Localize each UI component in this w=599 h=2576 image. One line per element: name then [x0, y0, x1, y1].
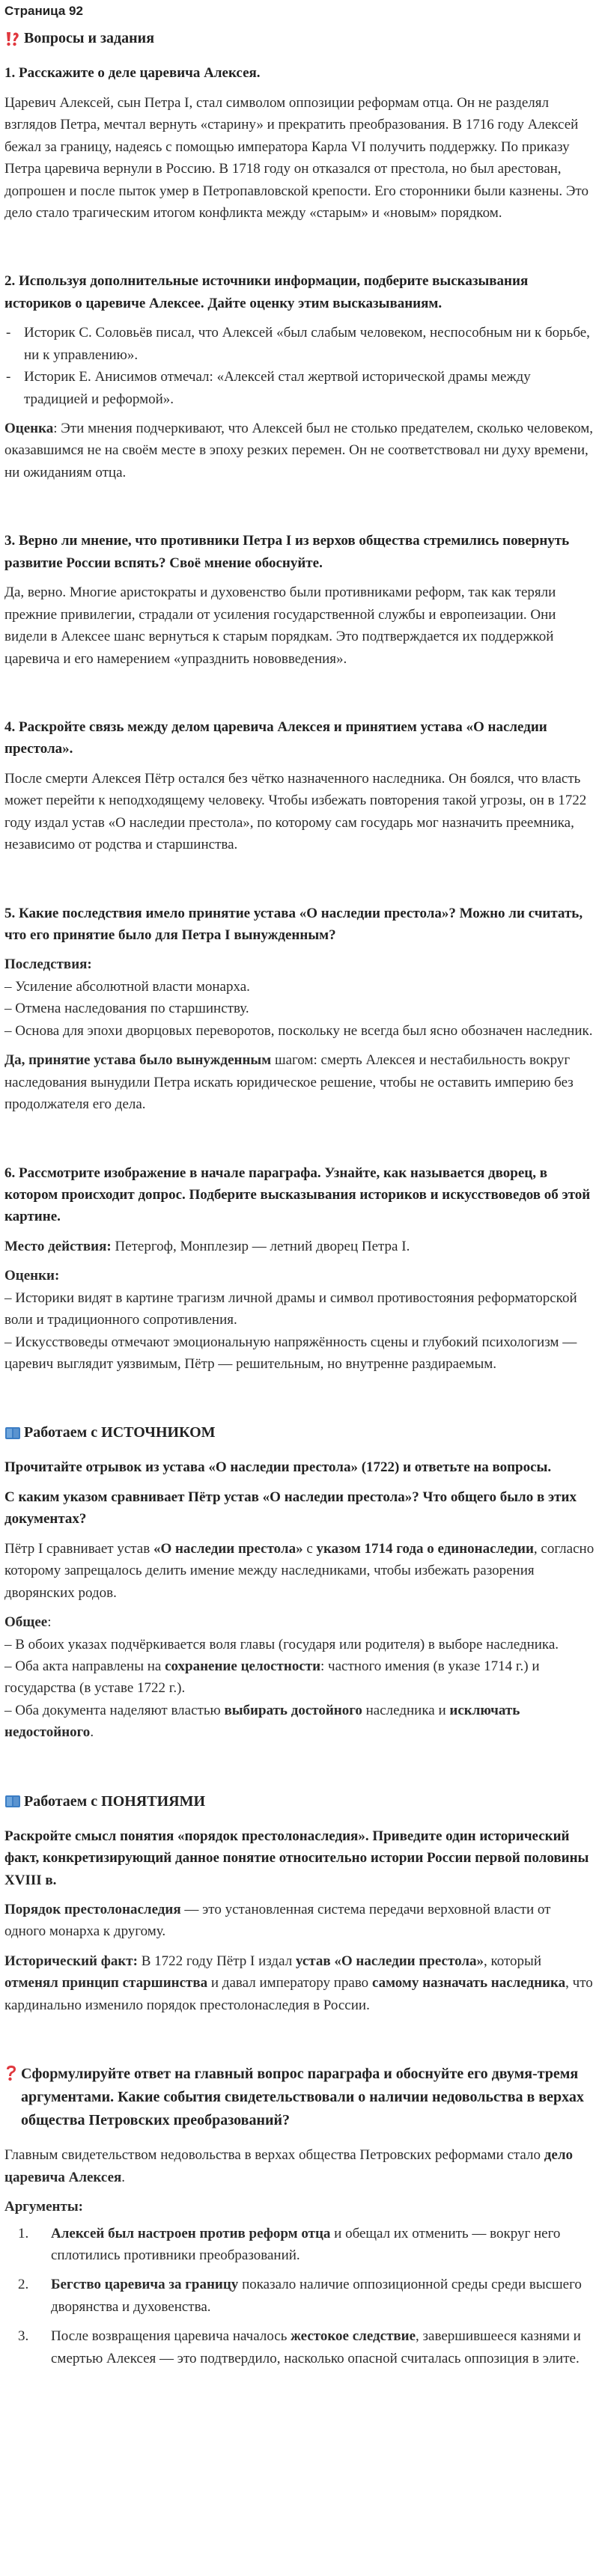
assessment — [4, 418, 595, 483]
section-source-title: Работаем с ИСТОЧНИКОМ — [24, 1424, 216, 1441]
section-main-heading — [4, 2063, 595, 2132]
text-run-bold: указом 1714 года о единонаследии — [316, 1540, 534, 1557]
text-run-bold: жестокое следствие — [291, 2328, 416, 2345]
source-question: С каким указом сравнивает Пётр устав «О наследии престола»? Что общего было в этих документах? — [4, 1489, 577, 1527]
text-run-bold: дело царевича Алексея — [4, 2147, 573, 2185]
common-item-2 — [4, 1655, 595, 1700]
text-run: , завершившееся казнями и смертью Алексея — это подтвердило, насколько опасной считалась оппозиция в элите. — [51, 2328, 581, 2366]
argument-number: 2. — [18, 2277, 29, 2293]
list-item — [4, 2325, 595, 2369]
section-concepts-heading — [4, 1790, 595, 1813]
forced-text: шагом: смерть Алексея и нестабильность вокруг наследования вынудили Петра искать юридическое решение, чтобы не оставить империю без продолжателя его дела. — [4, 1052, 574, 1113]
question-block-1 — [4, 62, 595, 224]
place-label: Место действия: — [4, 1238, 112, 1254]
text-run: В 1722 году Пётр I издал — [137, 1953, 296, 1969]
text-run-bold: Порядок престолонаследия — [4, 1902, 181, 1918]
text-run: , согласно которому запрещалось делить имение между наследниками, чтобы избежать разорения дворянских родов. — [4, 1540, 595, 1601]
answer-1: Царевич Алексей, сын Петра I, стал символом оппозиции реформам отца. Он не разделял взглядов Петра, мечтал вернуть «старину» и прекратить преобразования. В 1716 году Алексей бежал за границу, надеясь с помощью императора Карла VI получить поддержку. По приказу Петра царевича вернули в Россию. В 1718 году он отказался от престола, но был арестован, допрошен и после пыток умер в Петропавловской крепости. Его сторонники были казнены. Это дело стало трагическим итогом конфликта между «старым» и «новым» порядком. — [4, 94, 589, 221]
page-number: Страница 92 — [4, 4, 83, 18]
question-2: 2. Используя дополнительные источники информации, подберите высказывания историков о царевиче Алексее. Дайте оценку этим высказываниям. — [4, 273, 529, 311]
list-item: – Историки видят в картине трагизм личной драмы и символ противостояния реформаторской воли и традиционного сопротивления. — [4, 1289, 577, 1328]
section-questions-heading — [4, 27, 595, 50]
argument-number: 1. — [18, 2225, 29, 2241]
historian-quotes-list — [4, 322, 595, 410]
argument-number: 3. — [18, 2328, 29, 2345]
concept-fact — [4, 1950, 595, 2016]
answer-4: После смерти Алексея Пётр остался без чётко назначенного наследника. Он боялся, что власть может перейти к неподходящему человеку. Чтобы избежать повторения такой угрозы, он в 1722 году издал устав «О наследии престола», по которому сам государь мог назначить преемника, независимо от родства и старшинства. — [4, 770, 587, 853]
assessment-label: Оценка — [4, 421, 54, 437]
argument-text — [51, 2223, 595, 2267]
concept-definition — [4, 1899, 595, 1943]
text-run: , что кардинально изменило порядок престолонаследия в России. — [4, 1975, 593, 2013]
blue-book-icon — [4, 1426, 21, 1441]
section-questions-title: Вопросы и задания — [24, 30, 155, 47]
source-answer — [4, 1538, 595, 1604]
question-block-6 — [4, 1162, 595, 1376]
consequences-list — [4, 976, 595, 1042]
place — [4, 1236, 595, 1257]
text-run: – Оба акта направлены на — [4, 1658, 165, 1674]
text-run: наследника и — [362, 1702, 450, 1718]
list-item: - Историк С. Соловьёв писал, что Алексей «был слабым человеком, неспособным ни к борьбе, ни к управлению». — [4, 322, 595, 366]
red-question-icon — [4, 2065, 18, 2081]
text-run-bold: самому назначать наследника — [371, 1975, 566, 1991]
list-item: - Историк Е. Анисимов отмечал: «Алексей стал жертвой исторической драмы между традицией и реформой». — [4, 366, 595, 410]
list-item: – Усиление абсолютной власти монарха. — [4, 978, 250, 995]
text-run: – Оба документа наделяют властью — [4, 1702, 225, 1718]
list-item: – Основа для эпохи дворцовых переворотов, поскольку не всегда был ясно обозначен наследник. — [4, 1022, 593, 1039]
text-run: После возвращения царевича началось — [51, 2328, 291, 2345]
common-label: Общее — [4, 1614, 48, 1631]
argument-text — [51, 2325, 595, 2369]
assessment-text: : Эти мнения подчеркивают, что Алексей был не столько предателем, сколько человеком, оказавшимся не на своём месте в эпоху резких перемен. Он не соответствовал ни духу времени, ни ожиданиям отца. — [4, 421, 594, 480]
list-item — [4, 2223, 595, 2267]
text-run-bold: Исторический факт: — [4, 1953, 138, 1969]
forced-bold: Да, принятие устава было вынужденным — [4, 1052, 272, 1069]
main-intro — [4, 2144, 595, 2188]
text-run: — это установленная система передачи верховной власти от одного монарха к другому. — [4, 1902, 551, 1940]
place-text: Петергоф, Монплезир — летний дворец Петра I. — [111, 1238, 410, 1254]
text-run: : частного имения (в указе 1714 г.) и государства (в уставе 1722 г.). — [4, 1658, 540, 1697]
section-concepts — [4, 1790, 595, 2017]
question-block-2 — [4, 270, 595, 483]
question-3: 3. Верно ли мнение, что противники Петра I из верхов общества стремились повернуть развитие России вспять? Своё мнение обоснуйте. — [4, 533, 570, 571]
section-concepts-title: Работаем с ПОНЯТИЯМИ — [24, 1792, 206, 1810]
text-run: Главным свидетельством недовольства в верхах общества Петровских реформами стало — [4, 2147, 544, 2164]
argument-text — [51, 2274, 595, 2318]
text-run: . — [90, 1724, 94, 1741]
question-block-4 — [4, 716, 595, 856]
common-item-1: – В обоих указах подчёркивается воля главы (государя или родителя) в выборе наследника. — [4, 1636, 559, 1652]
consequences-label: Последствия: — [4, 956, 92, 973]
text-run: , который — [483, 1953, 541, 1969]
question-4: 4. Раскройте связь между делом царевича Алексея и принятием устава «О наследии престола». — [4, 718, 547, 757]
question-block-3 — [4, 530, 595, 670]
answer-3: Да, верно. Многие аристократы и духовенство были противниками реформ, так как теряли прежние привилегии, страдали от усиления государственной службы и европеизации. Они видели в Алексее шанс вернуться к старым порядкам. Это подтверждается их поддержкой царевича и его намерением «упразднить нововведения». — [4, 585, 556, 667]
text-run: показало наличие оппозиционной среды среди высшего дворянства и духовенства. — [51, 2277, 582, 2315]
question-5: 5. Какие последствия имело принятие устава «О наследии престола»? Можно ли считать, что его принятие было для Петра I вынужденным? — [4, 905, 583, 944]
ratings-list — [4, 1287, 595, 1376]
forced-conclusion — [4, 1049, 595, 1115]
question-1: 1. Расскажите о деле царевича Алексея. — [4, 65, 261, 82]
arguments-list — [4, 2223, 595, 2370]
text-run-bold: выбирать достойного — [224, 1702, 362, 1718]
source-prompt: Прочитайте отрывок из устава «О наследии престола» (1722) и ответьте на вопросы. — [4, 1459, 552, 1476]
section-main-question — [4, 2063, 595, 2369]
common-item-3 — [4, 1700, 595, 1744]
section-source — [4, 1421, 595, 1743]
blue-book-icon — [4, 1794, 21, 1809]
text-run-bold: Бегство царевича за границу — [51, 2277, 239, 2293]
question-6: 6. Рассмотрите изображение в начале параграфа. Узнайте, как называется дворец, в котором происходит допрос. Подберите высказывания историков и искусствоведов об этой картине. — [4, 1165, 591, 1225]
text-run-bold: Алексей был настроен против реформ отца — [51, 2225, 331, 2241]
list-item: – Отмена наследования по старшинству. — [4, 1001, 249, 1017]
question-block-5 — [4, 903, 595, 1116]
concepts-prompt: Раскройте смысл понятия «порядок престолонаследия». Приведите один исторический факт, конкретизирующий данное понятие относительно истории России первой половины XVIII в. — [4, 1828, 589, 1888]
text-run-bold: «О наследии престола» — [153, 1540, 303, 1557]
list-item: – Искусствоведы отмечают эмоциональную напряжённость сцены и глубокий психологизм — царевич выглядит уязвимым, Пётр — решительным, но внутренне раздираемым. — [4, 1334, 577, 1373]
common-label-line — [4, 1611, 595, 1633]
text-run: и давал императору право — [207, 1975, 372, 1991]
section-main-title: Сформулируйте ответ на главный вопрос параграфа и обоснуйте его двумя-тремя аргументами. Какие события свидетельствовали о наличии недовольства в верхах общества Петровских преобразований? — [21, 2066, 584, 2129]
text-run-bold: сохранение целостности — [165, 1658, 321, 1674]
text-run-bold: исключать недостойного — [4, 1702, 520, 1741]
text-run: . — [121, 2169, 126, 2185]
common-colon: : — [47, 1614, 52, 1631]
arguments-label: Аргументы: — [4, 2199, 83, 2215]
ratings-label: Оценки: — [4, 1268, 60, 1284]
text-run: с — [302, 1540, 317, 1557]
text-run-bold: отменял принцип старшинства — [4, 1975, 208, 1991]
list-item — [4, 2274, 595, 2318]
section-source-heading — [4, 1421, 595, 1444]
text-run-bold: устав «О наследии престола» — [295, 1953, 484, 1969]
text-run: Пётр I сравнивает устав — [4, 1540, 153, 1557]
double-exclamation-icon — [4, 31, 21, 47]
text-run: и обещал их отменить — вокруг него сплотились противники преобразований. — [51, 2225, 561, 2263]
